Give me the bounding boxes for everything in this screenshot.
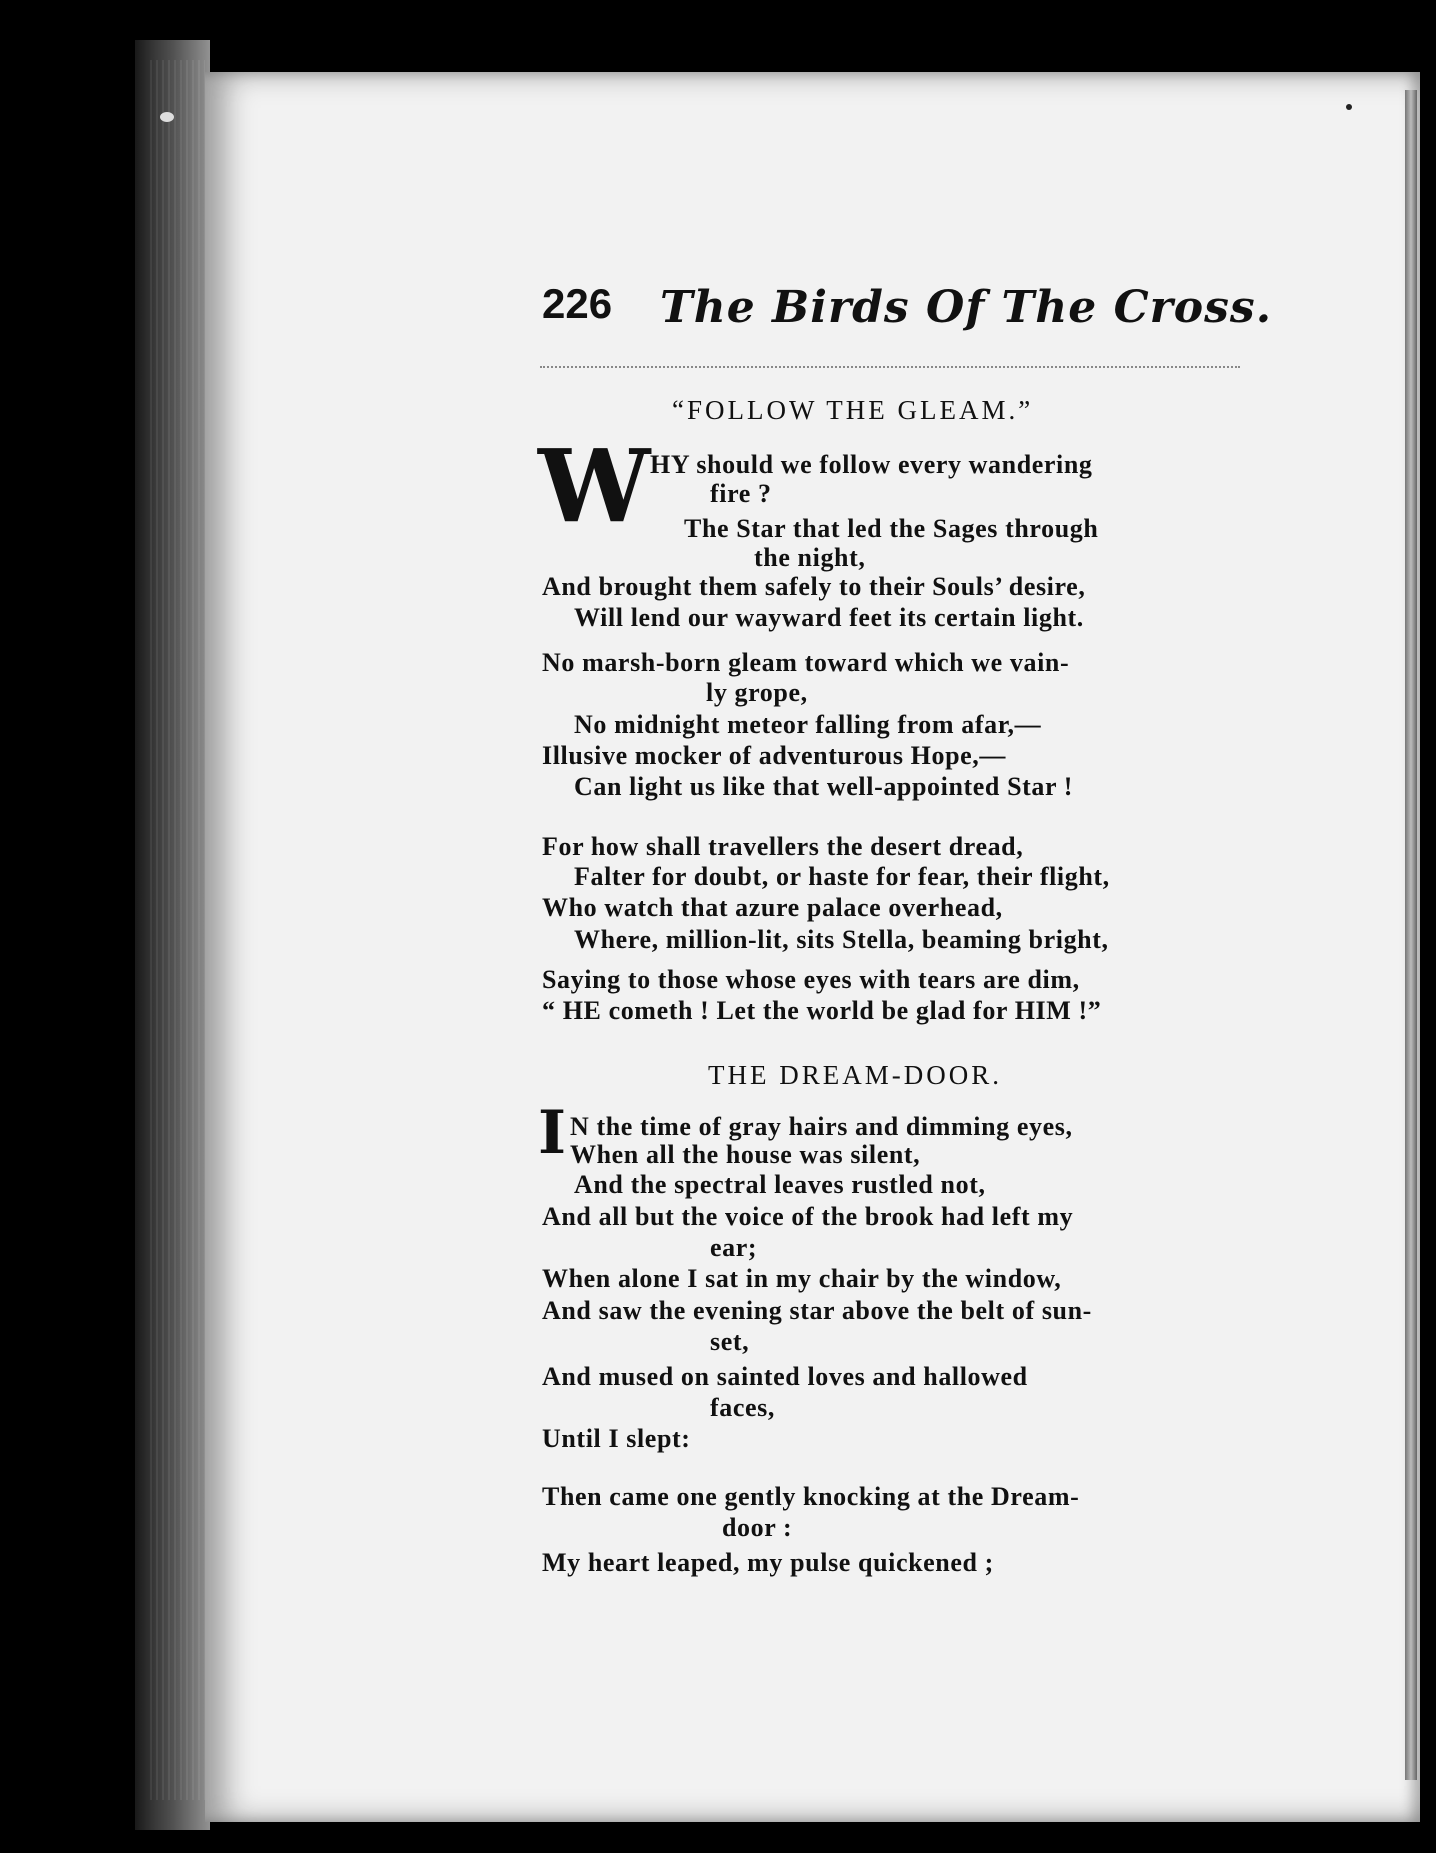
poem-line: Can light us like that well-appointed Star ! bbox=[574, 772, 1074, 801]
poem-line: Who watch that azure palace overhead, bbox=[542, 893, 1003, 922]
poem-line: No midnight meteor falling from afar,— bbox=[574, 710, 1042, 739]
poem-line: No marsh-born gleam toward which we vain- bbox=[542, 648, 1070, 677]
poem-line: set, bbox=[710, 1327, 750, 1356]
poem-line: Falter for doubt, or haste for fear, their flight, bbox=[574, 862, 1110, 891]
poem-line: door : bbox=[722, 1513, 793, 1542]
poem-line: ly grope, bbox=[706, 678, 808, 707]
poem-line: the night, bbox=[754, 543, 866, 572]
poem-line: The Star that led the Sages through bbox=[684, 514, 1099, 543]
poem-line: faces, bbox=[710, 1393, 775, 1422]
running-title: The Birds Of The Cross. bbox=[660, 282, 1273, 333]
poem-line: ear; bbox=[710, 1233, 758, 1262]
poem-line: Will lend our wayward feet its certain light. bbox=[574, 603, 1084, 632]
poem-line: When all the house was silent, bbox=[570, 1140, 921, 1169]
poem-line: Then came one gently knocking at the Dream- bbox=[542, 1482, 1080, 1511]
poem-line: Where, million-lit, sits Stella, beaming bright, bbox=[574, 925, 1109, 954]
poem-line: When alone I sat in my chair by the window, bbox=[542, 1264, 1062, 1293]
page-number: 226 bbox=[542, 280, 613, 327]
header-rule bbox=[540, 366, 1240, 368]
poem-line: And all but the voice of the brook had left my bbox=[542, 1202, 1074, 1231]
poem-line: And saw the evening star above the belt of sun- bbox=[542, 1296, 1092, 1325]
poem-line: For how shall travellers the desert dread, bbox=[542, 832, 1024, 861]
poem-line: And brought them safely to their Souls’ desire, bbox=[542, 572, 1086, 601]
poem-title: THE DREAM-DOOR. bbox=[708, 1060, 1002, 1090]
speck bbox=[160, 112, 174, 122]
poem-line: Saying to those whose eyes with tears are dim, bbox=[542, 965, 1080, 994]
poem-line: And mused on sainted loves and hallowed bbox=[542, 1362, 1028, 1391]
poem-line: Until I slept: bbox=[542, 1424, 691, 1453]
drop-cap: W bbox=[538, 427, 651, 545]
poem-line: fire ? bbox=[710, 479, 772, 508]
poem-line: And the spectral leaves rustled not, bbox=[574, 1170, 986, 1199]
speck bbox=[1346, 104, 1352, 110]
poem-line: HY should we follow every wandering bbox=[650, 450, 1093, 479]
drop-cap: I bbox=[538, 1098, 567, 1168]
poem-title: “FOLLOW THE GLEAM.” bbox=[672, 395, 1034, 425]
poem-line: My heart leaped, my pulse quickened ; bbox=[542, 1548, 994, 1577]
spine-texture bbox=[150, 60, 205, 1800]
poem-line: N the time of gray hairs and dimming eyes, bbox=[570, 1112, 1073, 1141]
page-right-edge bbox=[1405, 90, 1417, 1780]
poem-line: “ HE cometh ! Let the world be glad for HIM !” bbox=[542, 996, 1102, 1025]
poem-line: Illusive mocker of adventurous Hope,— bbox=[542, 741, 1006, 770]
